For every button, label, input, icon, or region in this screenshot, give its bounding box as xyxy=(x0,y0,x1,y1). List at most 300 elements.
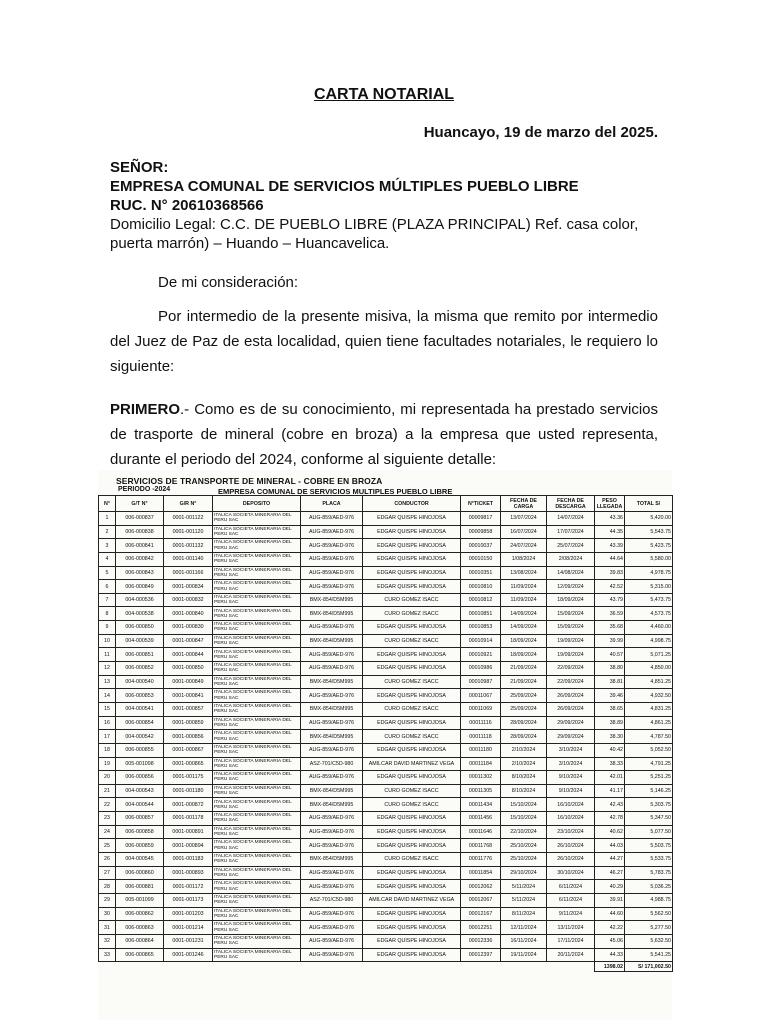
table-row xyxy=(99,825,673,839)
table-cell: EDGAR QUISPE HINOJOSA xyxy=(363,866,461,880)
table-row xyxy=(99,580,673,594)
table-row xyxy=(99,716,673,730)
table-cell: 006-000850 xyxy=(116,621,164,635)
recipient-block xyxy=(110,158,658,253)
table-cell: AUG-859/AED-976 xyxy=(301,580,363,594)
table-cell: 0001-000867 xyxy=(164,743,213,757)
table-cell: 38.81 xyxy=(595,675,625,689)
table-cell: 44.27 xyxy=(595,853,625,867)
table-cell: 29/10/2024 xyxy=(501,866,547,880)
table-cell: 4,861.25 xyxy=(625,716,673,730)
empty-cell xyxy=(301,962,363,972)
table-cell: 14/09/2024 xyxy=(501,607,547,621)
table-cell: 11/09/2024 xyxy=(501,593,547,607)
table-row xyxy=(99,634,673,648)
table-cell: EDGAR QUISPE HINOJOSA xyxy=(363,934,461,948)
table-cell: 22/09/2024 xyxy=(547,675,595,689)
greeting: De mi consideración: xyxy=(158,274,299,291)
table-cell: 1/08/2024 xyxy=(501,552,547,566)
table-cell: 00010810 xyxy=(461,580,501,594)
table-cell: 5,541.25 xyxy=(625,948,673,962)
table-cell: 25/09/2024 xyxy=(501,689,547,703)
table-cell: AUG-859/AED-976 xyxy=(301,621,363,635)
table-cell: 28/09/2024 xyxy=(501,730,547,744)
table-row xyxy=(99,566,673,580)
table-cell: 0001-001140 xyxy=(164,552,213,566)
empty-cell xyxy=(116,962,164,972)
table-cell: 9/10/2024 xyxy=(547,771,595,785)
table-cell: ITALICA SOCIETA MINERARIA DEL PERU SAC xyxy=(213,662,301,676)
table-cell: CURO GOMEZ ISACC xyxy=(363,593,461,607)
intro-paragraph: Por intermedio de la presente misiva, la misma que remito por intermedio del Juez de Paz de esta localidad, quien tiene facultades notariales, le requiero lo siguiente: xyxy=(110,308,658,375)
table-cell: 45.06 xyxy=(595,934,625,948)
table-cell: 3 xyxy=(99,539,116,553)
table-cell: 4,932.50 xyxy=(625,689,673,703)
table-cell: 00012397 xyxy=(461,948,501,962)
table-cell: EDGAR QUISPE HINOJOSA xyxy=(363,907,461,921)
table-cell: 0001-001180 xyxy=(164,784,213,798)
table-cell: CURO GOMEZ ISACC xyxy=(363,607,461,621)
table-cell: 00012336 xyxy=(461,934,501,948)
table-cell: BMX-854/D5M995 xyxy=(301,675,363,689)
table-row xyxy=(99,743,673,757)
table-cell: AUG-859/AED-976 xyxy=(301,552,363,566)
table-cell: 23 xyxy=(99,812,116,826)
table-cell: 0001-001231 xyxy=(164,934,213,948)
table-cell: 4,851.25 xyxy=(625,675,673,689)
table-cell: 40.57 xyxy=(595,648,625,662)
table-cell: 005-001098 xyxy=(116,757,164,771)
table-cell: 006-000849 xyxy=(116,580,164,594)
table-cell: AUG-859/AED-976 xyxy=(301,880,363,894)
table-cell: EDGAR QUISPE HINOJOSA xyxy=(363,580,461,594)
table-cell: 26/09/2024 xyxy=(547,689,595,703)
table-cell: AUG-859/AED-976 xyxy=(301,866,363,880)
table-cell: 19 xyxy=(99,757,116,771)
table-cell: 00011302 xyxy=(461,771,501,785)
table-cell: ITALICA SOCIETA MINERARIA DEL PERU SAC xyxy=(213,743,301,757)
table-cell: 4,831.25 xyxy=(625,702,673,716)
table-cell: 0001-000844 xyxy=(164,648,213,662)
table-cell: 5 xyxy=(99,566,116,580)
table-cell: 00009817 xyxy=(461,512,501,526)
table-cell: 006-000842 xyxy=(116,552,164,566)
table-cell: EDGAR QUISPE HINOJOSA xyxy=(363,539,461,553)
table-cell: 35.68 xyxy=(595,621,625,635)
column-header: N°TICKET xyxy=(461,496,501,512)
table-cell: 20/11/2024 xyxy=(547,948,595,962)
table-cell: EDGAR QUISPE HINOJOSA xyxy=(363,621,461,635)
table-row xyxy=(99,593,673,607)
table-row xyxy=(99,757,673,771)
table-cell: EDGAR QUISPE HINOJOSA xyxy=(363,689,461,703)
table-cell: 25/10/2024 xyxy=(501,853,547,867)
table-cell: ITALICA SOCIETA MINERARIA DEL PERU SAC xyxy=(213,866,301,880)
table-cell: 13/08/2024 xyxy=(501,566,547,580)
table-cell: 17 xyxy=(99,730,116,744)
table-cell: EDGAR QUISPE HINOJOSA xyxy=(363,743,461,757)
table-row xyxy=(99,880,673,894)
table-cell: 5,315.00 xyxy=(625,580,673,594)
table-cell: 42.43 xyxy=(595,798,625,812)
table-cell: 004-000544 xyxy=(116,798,164,812)
table-cell: 0001-000894 xyxy=(164,839,213,853)
table-cell: 24/07/2024 xyxy=(501,539,547,553)
table-cell: 9 xyxy=(99,621,116,635)
table-cell: 006-000837 xyxy=(116,512,164,526)
table-cell: ITALICA SOCIETA MINERARIA DEL PERU SAC xyxy=(213,580,301,594)
totals-row xyxy=(99,962,673,972)
column-header: CONDUCTOR xyxy=(363,496,461,512)
table-cell: 13 xyxy=(99,675,116,689)
table-cell: 39.99 xyxy=(595,634,625,648)
table-cell: 00009858 xyxy=(461,525,501,539)
table-cell: 5,503.75 xyxy=(625,839,673,853)
table-cell: 5/11/2024 xyxy=(501,880,547,894)
table-cell: 006-000854 xyxy=(116,716,164,730)
table-row xyxy=(99,512,673,526)
table-cell: ITALICA SOCIETA MINERARIA DEL PERU SAC xyxy=(213,648,301,662)
table-cell: 006-000856 xyxy=(116,771,164,785)
table-cell: 006-000838 xyxy=(116,525,164,539)
table-cell: 25/10/2024 xyxy=(501,839,547,853)
table-cell: EDGAR QUISPE HINOJOSA xyxy=(363,512,461,526)
table-cell: 5,420.00 xyxy=(625,512,673,526)
table-cell: 00011854 xyxy=(461,866,501,880)
table-cell: 24 xyxy=(99,825,116,839)
table-cell: ITALICA SOCIETA MINERARIA DEL PERU SAC xyxy=(213,675,301,689)
table-cell: CURO GOMEZ ISACC xyxy=(363,798,461,812)
table-cell: 004-000536 xyxy=(116,593,164,607)
table-cell: 26/10/2024 xyxy=(547,839,595,853)
table-row xyxy=(99,853,673,867)
table-cell: 5,303.75 xyxy=(625,798,673,812)
table-cell: 18/09/2024 xyxy=(501,648,547,662)
table-cell: 11/09/2024 xyxy=(501,580,547,594)
table-cell: 0001-001120 xyxy=(164,525,213,539)
table-row xyxy=(99,921,673,935)
table-cell: AUG-859/AED-976 xyxy=(301,525,363,539)
table-cell: ITALICA SOCIETA MINERARIA DEL PERU SAC xyxy=(213,812,301,826)
table-cell: 5,052.50 xyxy=(625,743,673,757)
table-cell: 0001-001172 xyxy=(164,880,213,894)
table-cell: BMX-854/D5M995 xyxy=(301,634,363,648)
column-header: G/T N° xyxy=(116,496,164,512)
table-cell: ITALICA SOCIETA MINERARIA DEL PERU SAC xyxy=(213,893,301,907)
table-cell: 00010986 xyxy=(461,662,501,676)
table-cell: ITALICA SOCIETA MINERARIA DEL PERU SAC xyxy=(213,853,301,867)
table-cell: 8/10/2024 xyxy=(501,771,547,785)
table-row xyxy=(99,675,673,689)
table-cell: 26/10/2024 xyxy=(547,853,595,867)
table-cell: 5,632.50 xyxy=(625,934,673,948)
table-cell: 006-000851 xyxy=(116,648,164,662)
table-cell: 14/07/2024 xyxy=(547,512,595,526)
table-cell: 22/09/2024 xyxy=(547,662,595,676)
column-header: PESO LLEGADA xyxy=(595,496,625,512)
table-cell: 00010351 xyxy=(461,566,501,580)
table-cell: 44.33 xyxy=(595,948,625,962)
table-cell: AUG-859/AED-976 xyxy=(301,948,363,962)
table-cell: 0001-001214 xyxy=(164,921,213,935)
table-cell: ITALICA SOCIETA MINERARIA DEL PERU SAC xyxy=(213,784,301,798)
table-cell: 00010987 xyxy=(461,675,501,689)
table-cell: 30/10/2024 xyxy=(547,866,595,880)
table-cell: 00011305 xyxy=(461,784,501,798)
table-cell: CURO GOMEZ ISACC xyxy=(363,702,461,716)
table-cell: ITALICA SOCIETA MINERARIA DEL PERU SAC xyxy=(213,839,301,853)
table-cell: 0001-000872 xyxy=(164,798,213,812)
table-row xyxy=(99,866,673,880)
table-cell: 31 xyxy=(99,921,116,935)
table-cell: EDGAR QUISPE HINOJOSA xyxy=(363,921,461,935)
table-cell: 36.59 xyxy=(595,607,625,621)
table-cell: 17/07/2024 xyxy=(547,525,595,539)
table-cell: 0001-000840 xyxy=(164,607,213,621)
table-cell: 004-000541 xyxy=(116,702,164,716)
table-cell: 5,251.25 xyxy=(625,771,673,785)
table-cell: EDGAR QUISPE HINOJOSA xyxy=(363,525,461,539)
table-row xyxy=(99,798,673,812)
table-cell: 00010037 xyxy=(461,539,501,553)
table-cell: 29 xyxy=(99,893,116,907)
table-cell: 006-000881 xyxy=(116,880,164,894)
table-cell: 00011180 xyxy=(461,743,501,757)
table-cell: 00010150 xyxy=(461,552,501,566)
table-row xyxy=(99,552,673,566)
table-cell: 2/10/2024 xyxy=(501,757,547,771)
table-cell: AUG-859/AED-976 xyxy=(301,716,363,730)
table-cell: AUG-859/AED-976 xyxy=(301,907,363,921)
table-cell: 43.39 xyxy=(595,539,625,553)
table-cell: 14 xyxy=(99,689,116,703)
table-cell: 4,791.25 xyxy=(625,757,673,771)
table-cell: 25 xyxy=(99,839,116,853)
recipient-salutation: SEÑOR: xyxy=(110,159,169,176)
table-cell: 00011069 xyxy=(461,702,501,716)
table-cell: ASZ-701/C5D-980 xyxy=(301,893,363,907)
table-cell: 004-000538 xyxy=(116,607,164,621)
table-cell: 004-000543 xyxy=(116,784,164,798)
table-cell: 004-000539 xyxy=(116,634,164,648)
table-cell: 26 xyxy=(99,853,116,867)
table-cell: 00011067 xyxy=(461,689,501,703)
empty-cell xyxy=(99,962,116,972)
table-row xyxy=(99,702,673,716)
table-cell: 22 xyxy=(99,798,116,812)
table-cell: EDGAR QUISPE HINOJOSA xyxy=(363,662,461,676)
table-cell: 00011116 xyxy=(461,716,501,730)
table-row xyxy=(99,948,673,962)
table-period: PERIODO -2024 xyxy=(118,486,171,493)
table-cell: 1 xyxy=(99,512,116,526)
total-weight: 1398.02 xyxy=(595,962,625,972)
table-cell: 42.01 xyxy=(595,771,625,785)
table-cell: 28 xyxy=(99,880,116,894)
table-cell: 5,783.75 xyxy=(625,866,673,880)
table-cell: 5,347.50 xyxy=(625,812,673,826)
table-cell: ITALICA SOCIETA MINERARIA DEL PERU SAC xyxy=(213,798,301,812)
table-cell: 32 xyxy=(99,934,116,948)
table-cell: 39.46 xyxy=(595,689,625,703)
table-cell: 0001-000865 xyxy=(164,757,213,771)
table-cell: 0001-001122 xyxy=(164,512,213,526)
table-cell: 38.80 xyxy=(595,662,625,676)
table-cell: 0001-000849 xyxy=(164,675,213,689)
table-cell: CURO GOMEZ ISACC xyxy=(363,675,461,689)
empty-cell xyxy=(461,962,501,972)
table-cell: 00012167 xyxy=(461,907,501,921)
table-cell: ITALICA SOCIETA MINERARIA DEL PERU SAC xyxy=(213,552,301,566)
table-cell: 0001-000830 xyxy=(164,621,213,635)
table-cell: CURO GOMEZ ISACC xyxy=(363,634,461,648)
table-row xyxy=(99,784,673,798)
table-cell: 004-000542 xyxy=(116,730,164,744)
table-cell: 00011184 xyxy=(461,757,501,771)
table-cell: 38.65 xyxy=(595,702,625,716)
table-row xyxy=(99,689,673,703)
table-cell: 21/09/2024 xyxy=(501,675,547,689)
table-cell: ITALICA SOCIETA MINERARIA DEL PERU SAC xyxy=(213,566,301,580)
table-cell: 21 xyxy=(99,784,116,798)
table-row xyxy=(99,525,673,539)
table-cell: 11 xyxy=(99,648,116,662)
table-cell: 0001-000893 xyxy=(164,866,213,880)
table-cell: 40.62 xyxy=(595,825,625,839)
table-cell: 8/10/2024 xyxy=(501,784,547,798)
table-cell: 13/11/2024 xyxy=(547,921,595,935)
table-cell: 4,787.50 xyxy=(625,730,673,744)
table-cell: 44.35 xyxy=(595,525,625,539)
table-cell: 25/09/2024 xyxy=(501,702,547,716)
table-cell: 16/10/2024 xyxy=(547,812,595,826)
detail-table xyxy=(98,495,673,972)
table-cell: 15/10/2024 xyxy=(501,812,547,826)
table-cell: BMX-854/D5M995 xyxy=(301,702,363,716)
recipient-ruc: RUC. N° 20610368566 xyxy=(110,197,264,214)
table-cell: 006-000860 xyxy=(116,866,164,880)
recipient-name: EMPRESA COMUNAL DE SERVICIOS MÚLTIPLES PUEBLO LIBRE xyxy=(110,178,579,195)
table-row xyxy=(99,662,673,676)
table-cell: 39.91 xyxy=(595,893,625,907)
table-cell: 006-000858 xyxy=(116,825,164,839)
table-cell: 0001-000891 xyxy=(164,825,213,839)
table-cell: 5/11/2024 xyxy=(501,893,547,907)
table-cell: 5,562.50 xyxy=(625,907,673,921)
table-cell: 22/10/2024 xyxy=(501,825,547,839)
letter-date: Huancayo, 19 de marzo del 2025. xyxy=(423,124,658,141)
table-row xyxy=(99,648,673,662)
table-cell: CURO GOMEZ ISACC xyxy=(363,730,461,744)
table-row xyxy=(99,607,673,621)
table-cell: BMX-854/D5M995 xyxy=(301,853,363,867)
table-cell: 15/10/2024 xyxy=(501,798,547,812)
table-cell: 10 xyxy=(99,634,116,648)
table-cell: 0001-000847 xyxy=(164,634,213,648)
table-cell: 42.22 xyxy=(595,921,625,935)
table-cell: 18/09/2024 xyxy=(501,634,547,648)
table-cell: ITALICA SOCIETA MINERARIA DEL PERU SAC xyxy=(213,934,301,948)
table-cell: 00011776 xyxy=(461,853,501,867)
table-cell: 0001-001175 xyxy=(164,771,213,785)
table-cell: ITALICA SOCIETA MINERARIA DEL PERU SAC xyxy=(213,512,301,526)
table-cell: 5,473.75 xyxy=(625,593,673,607)
table-cell: 5,580.00 xyxy=(625,552,673,566)
table-cell: 28/09/2024 xyxy=(501,716,547,730)
table-cell: ITALICA SOCIETA MINERARIA DEL PERU SAC xyxy=(213,634,301,648)
table-cell: 30 xyxy=(99,907,116,921)
recipient-address: Domicilio Legal: C.C. DE PUEBLO LIBRE (PLAZA PRINCIPAL) Ref. casa color, puerta marrón) – Huando – Huancavelica. xyxy=(110,216,639,252)
table-cell: 0001-000850 xyxy=(164,662,213,676)
table-cell: ITALICA SOCIETA MINERARIA DEL PERU SAC xyxy=(213,730,301,744)
table-cell: 00011646 xyxy=(461,825,501,839)
table-cell: EDGAR QUISPE HINOJOSA xyxy=(363,648,461,662)
column-header: DEPOSITO xyxy=(213,496,301,512)
table-cell: EDGAR QUISPE HINOJOSA xyxy=(363,948,461,962)
table-cell: ITALICA SOCIETA MINERARIA DEL PERU SAC xyxy=(213,907,301,921)
column-header: PLACA xyxy=(301,496,363,512)
table-header-row xyxy=(99,496,673,512)
table-row xyxy=(99,771,673,785)
table-row xyxy=(99,907,673,921)
table-cell: 18 xyxy=(99,743,116,757)
table-cell: ITALICA SOCIETA MINERARIA DEL PERU SAC xyxy=(213,921,301,935)
table-cell: 00012067 xyxy=(461,893,501,907)
table-cell: 40.42 xyxy=(595,743,625,757)
table-cell: 5,077.50 xyxy=(625,825,673,839)
table-cell: EDGAR QUISPE HINOJOSA xyxy=(363,880,461,894)
table-cell: 44.64 xyxy=(595,552,625,566)
first-paragraph-label: PRIMERO xyxy=(110,401,181,418)
table-cell: 26/09/2024 xyxy=(547,702,595,716)
table-cell: 5,543.75 xyxy=(625,525,673,539)
table-cell: 46.27 xyxy=(595,866,625,880)
table-body xyxy=(99,512,673,972)
table-heading: SERVICIOS DE TRANSPORTE DE MINERAL - COBRE EN BROZA xyxy=(116,476,383,486)
table-cell: 19/11/2024 xyxy=(501,948,547,962)
table-cell: 2 xyxy=(99,525,116,539)
table-cell: 006-000859 xyxy=(116,839,164,853)
table-cell: 14/08/2024 xyxy=(547,566,595,580)
table-cell: 13/07/2024 xyxy=(501,512,547,526)
table-row xyxy=(99,893,673,907)
table-cell: 38.33 xyxy=(595,757,625,771)
table-cell: 15/09/2024 xyxy=(547,621,595,635)
table-cell: 006-000862 xyxy=(116,907,164,921)
table-cell: 5,146.25 xyxy=(625,784,673,798)
table-cell: 00011434 xyxy=(461,798,501,812)
table-cell: 00011456 xyxy=(461,812,501,826)
column-header: N° xyxy=(99,496,116,512)
table-cell: 006-000864 xyxy=(116,934,164,948)
table-cell: 2/10/2024 xyxy=(501,743,547,757)
table-cell: 0001-001183 xyxy=(164,853,213,867)
table-row xyxy=(99,812,673,826)
table-cell: 33 xyxy=(99,948,116,962)
empty-cell xyxy=(547,962,595,972)
table-cell: EDGAR QUISPE HINOJOSA xyxy=(363,716,461,730)
table-cell: 5,036.25 xyxy=(625,880,673,894)
table-cell: 29/09/2024 xyxy=(547,716,595,730)
table-cell: 44.60 xyxy=(595,907,625,921)
table-cell: 38.89 xyxy=(595,716,625,730)
table-cell: BMX-854/D5M995 xyxy=(301,607,363,621)
table-cell: 14/09/2024 xyxy=(501,621,547,635)
table-cell: BMX-854/D5M995 xyxy=(301,798,363,812)
table-cell: 17/11/2024 xyxy=(547,934,595,948)
table-cell: 00011768 xyxy=(461,839,501,853)
table-cell: AUG-859/AED-976 xyxy=(301,839,363,853)
